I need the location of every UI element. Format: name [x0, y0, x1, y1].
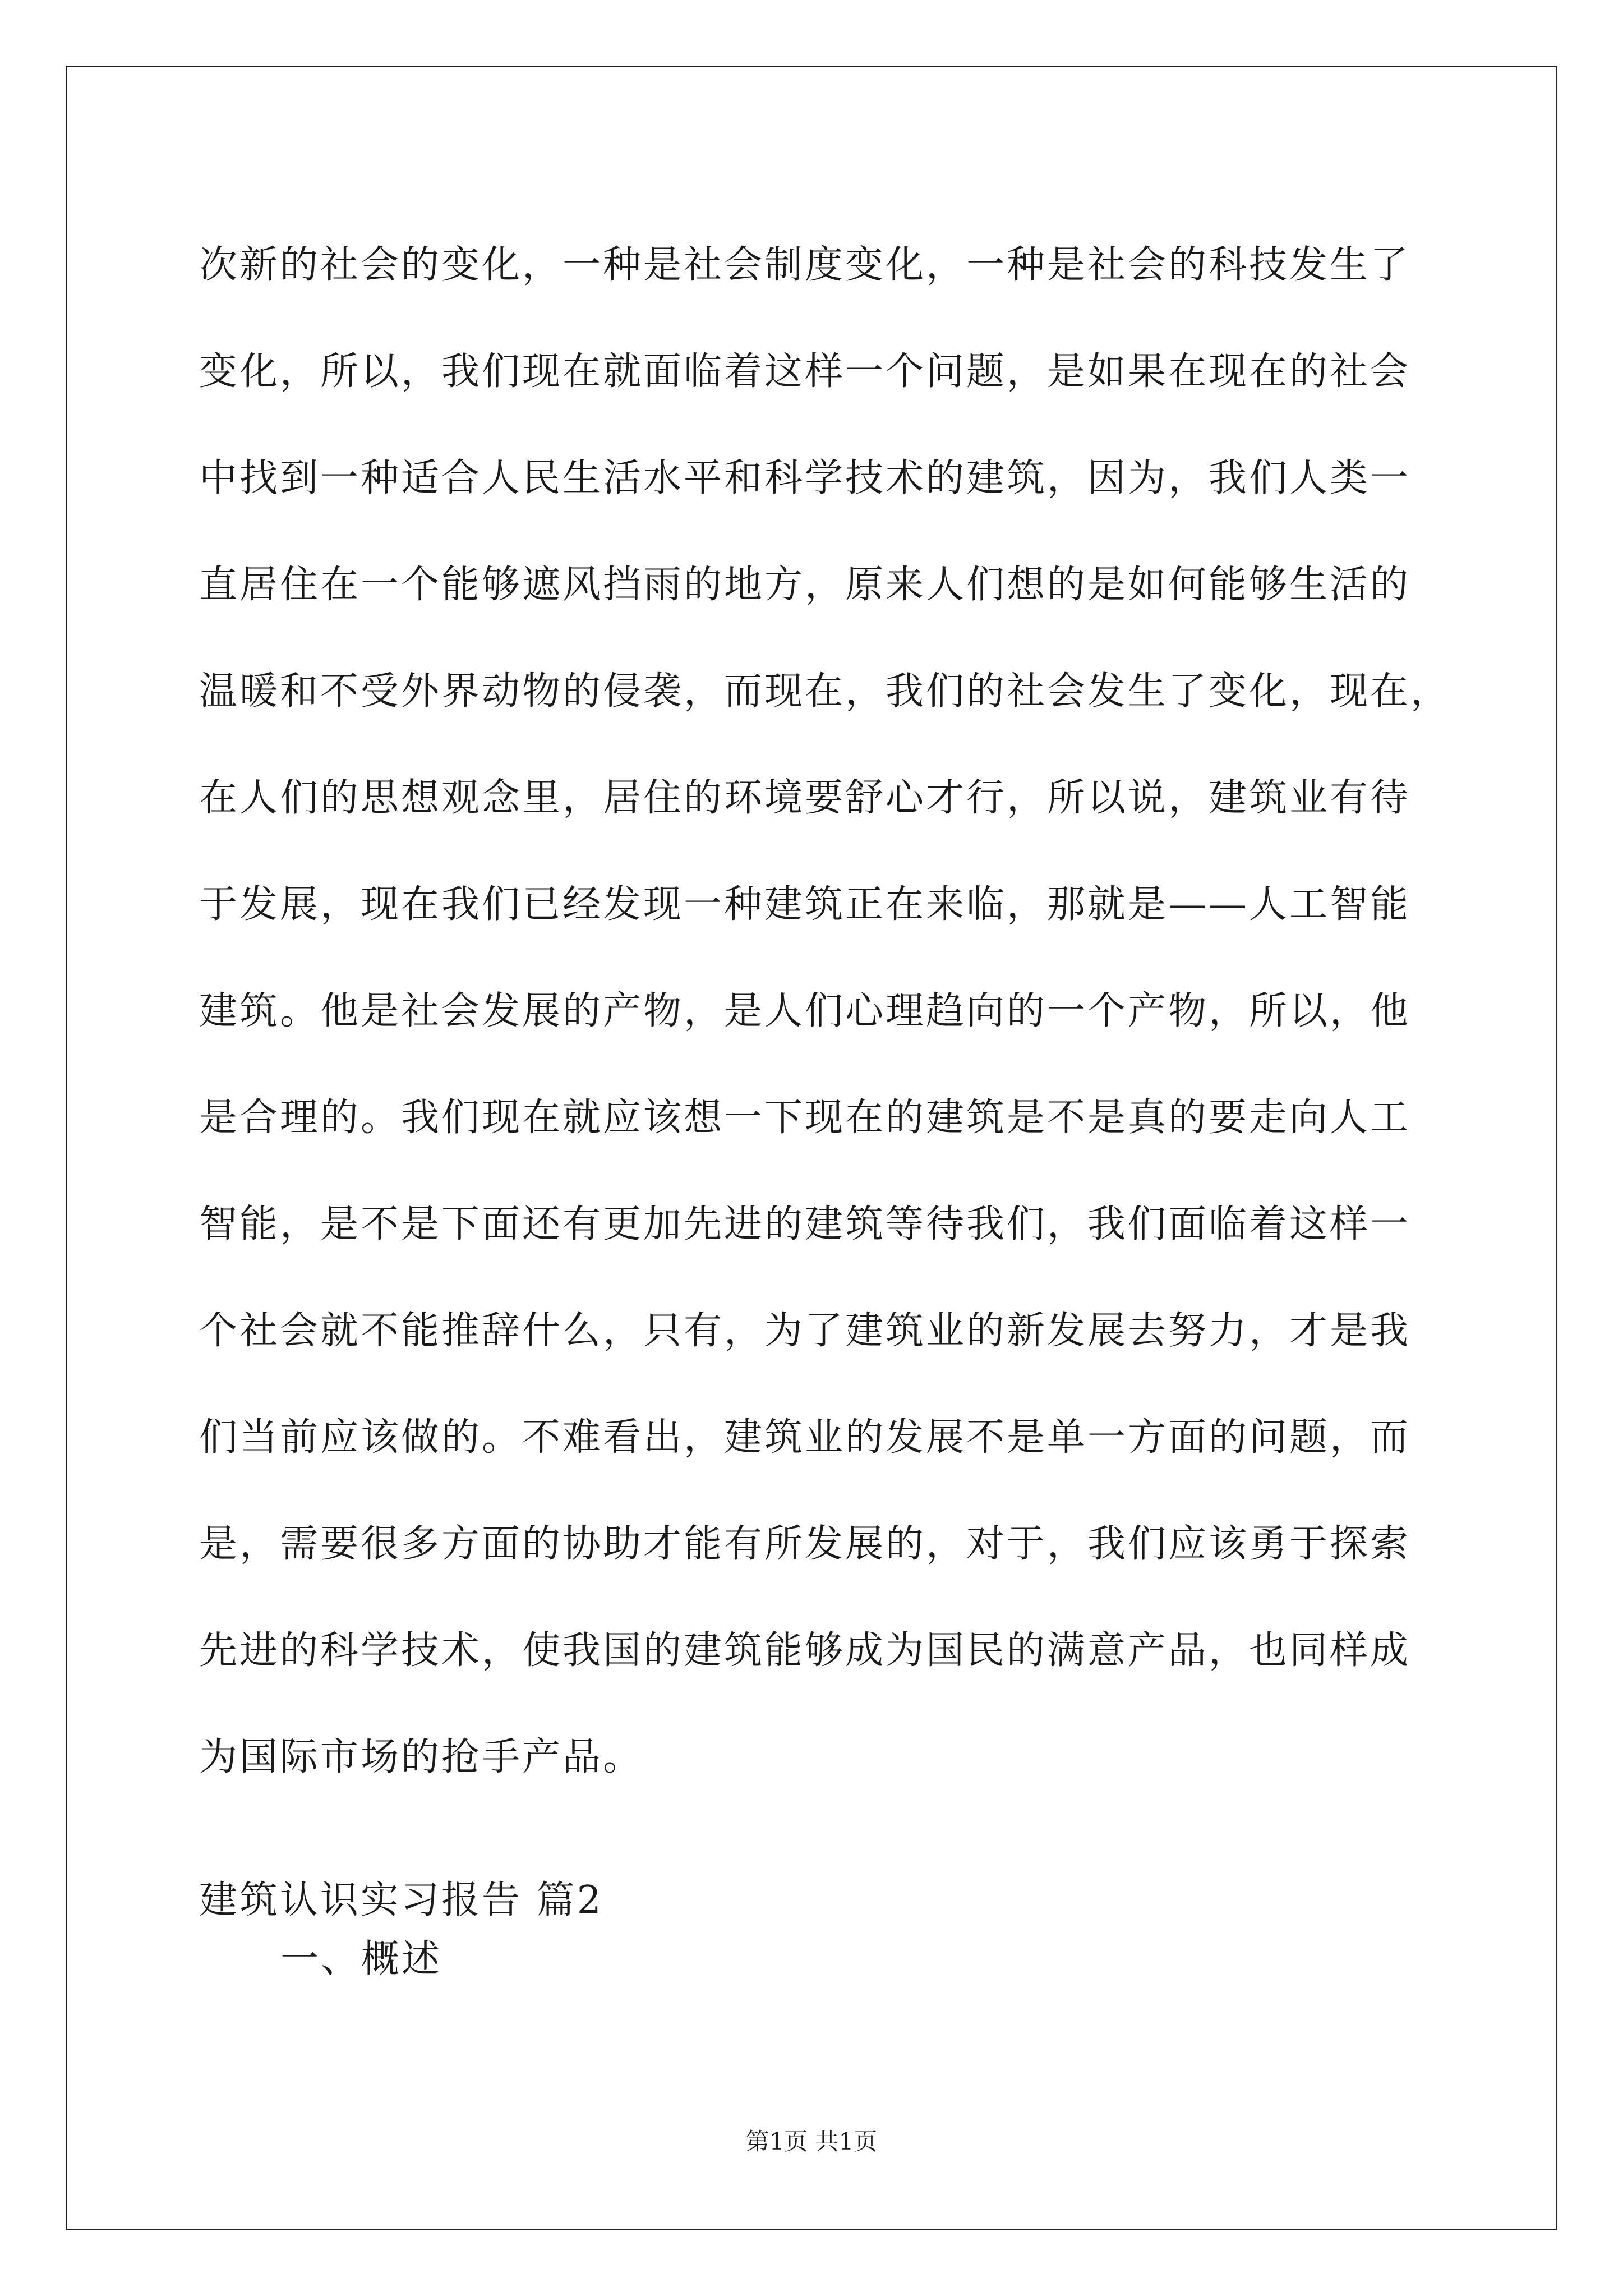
page-footer: 第1页 共1页 [745, 2128, 878, 2155]
text-line: 次新的社会的变化，一种是社会制度变化，一种是社会的科技发生了 [199, 243, 1411, 287]
subsection-heading: 一、概述 [280, 1937, 442, 1981]
text-line: 是合理的。我们现在就应该想一下现在的建筑是不是真的要走向人工 [199, 1096, 1411, 1140]
text-line: 直居住在一个能够遮风挡雨的地方，原来人们想的是如何能够生活的 [199, 563, 1411, 607]
section-heading: 建筑认识实习报告 篇2 [199, 1878, 603, 1922]
text-line: 个社会就不能推辞什么，只有，为了建筑业的新发展去努力，才是我 [199, 1309, 1411, 1353]
text-line: 先进的科学技术，使我国的建筑能够成为国民的满意产品，也同样成 [199, 1628, 1411, 1673]
text-line: 为国际市场的抢手产品。 [199, 1735, 644, 1779]
text-line: 建筑。他是社会发展的产物，是人们心理趋向的一个产物，所以，他 [199, 989, 1411, 1033]
text-line: 是，需要很多方面的协助才能有所发展的，对于，我们应该勇于探索 [199, 1522, 1411, 1566]
text-line: 们当前应该做的。不难看出，建筑业的发展不是单一方面的问题，而 [199, 1415, 1411, 1460]
body-paragraph [199, 212, 1451, 1811]
text-line: 温暖和不受外界动物的侵袭，而现在，我们的社会发生了变化，现在， [199, 669, 1451, 714]
text-line: 在人们的思想观念里，居住的环境要舒心才行，所以说，建筑业有待 [199, 776, 1411, 820]
text-line: 中找到一种适合人民生活水平和科学技术的建筑，因为，我们人类一 [199, 456, 1411, 500]
text-line: 变化，所以，我们现在就面临着这样一个问题，是如果在现在的社会 [199, 349, 1411, 394]
text-line: 智能，是不是下面还有更加先进的建筑等待我们，我们面临着这样一 [199, 1202, 1411, 1246]
text-line: 于发展，现在我们已经发现一种建筑正在来临，那就是——人工智能 [199, 882, 1411, 927]
